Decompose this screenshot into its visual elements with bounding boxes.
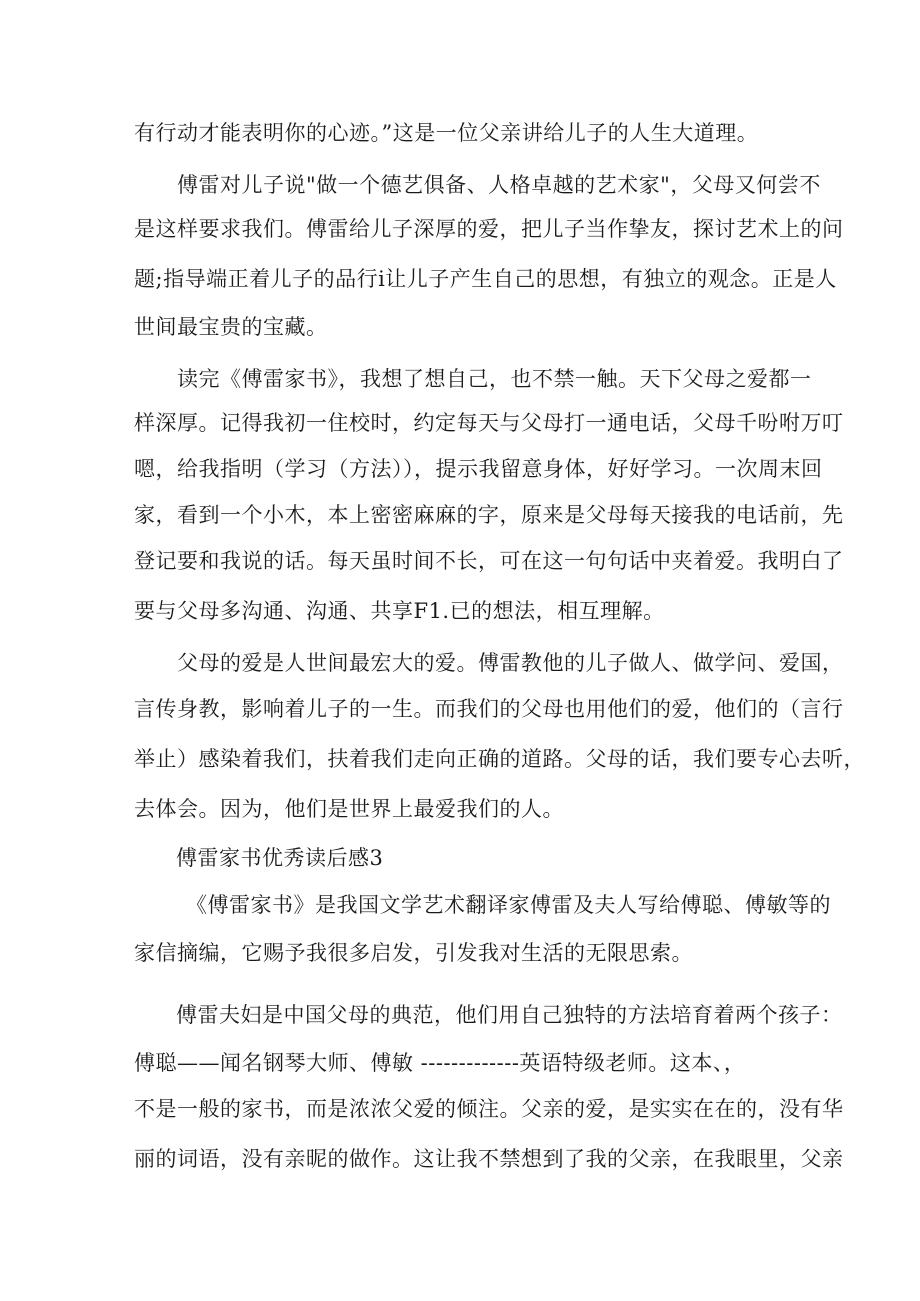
text-line-15: 去体会。因为，他们是世界上最爱我们的人。 (134, 797, 564, 821)
text-line-4: 题;指导端正着儿子的品行i让儿子产生自己的思想，有独立的观念。正是人 (134, 267, 837, 291)
text-line-1: 有行动才能表明你的心迹。”这是一位父亲讲给儿子的人生大道理。 (134, 121, 759, 145)
text-line-3: 是这样要求我们。傅雷给儿子深厚的爱，把儿子当作挚友，探讨艺术上的问 (134, 217, 844, 241)
text-line-2: 傅雷对儿子说"做一个德艺俱备、人格卓越的艺术家"，父母又何尝不 (177, 173, 821, 197)
text-line-8: 嗯，给我指明（学习（方法）），提示我留意身体，好好学习。一次周末回 (134, 457, 823, 481)
text-line-5: 世间最宝贵的宝藏。 (134, 315, 328, 339)
text-line-12: 父母的爱是人世间最宏大的爱。傅雷教他的儿子做人、做学问、爱国， (177, 651, 844, 675)
text-line-10: 登记要和我说的话。每天虽时间不长，可在这一句句话中夹着爱。我明白了 (134, 549, 844, 573)
text-line-14: 举止）感染着我们，扶着我们走向正确的道路。父母的话，我们要专心去听， (134, 747, 865, 771)
section-heading: 傅雷家书优秀读后感3 (176, 846, 384, 870)
text-line-6: 读完《傅雷家书》，我想了想自己，也不禁一触。天下父母之爱都一 (177, 367, 812, 391)
text-line-19: 傅雷夫妇是中国父母的典范，他们用自己独特的方法培育着两个孩子： (176, 1003, 843, 1027)
text-line-20: 傅聪——闻名钢琴大师、傅敏 -------------英语特级老师。这本、， (134, 1051, 746, 1075)
text-line-18: 家信摘编，它赐予我很多启发，引发我对生活的无限思索。 (134, 941, 693, 965)
text-line-13: 言传身教，影响着儿子的一生。而我们的父母也用他们的爱，他们的（言行 (134, 697, 844, 721)
text-line-21: 不是一般的家书，而是浓浓父爱的倾注。父亲的爱，是实实在在的，没有华 (134, 1097, 844, 1121)
text-line-22: 丽的词语，没有亲昵的做作。这让我不禁想到了我的父亲，在我眼里，父亲 (134, 1147, 844, 1171)
text-line-9: 家，看到一个小木，本上密密麻麻的字，原来是父母每天接我的电话前，先 (134, 503, 844, 527)
text-line-7: 样深厚。记得我初一住校时，约定每天与父母打一通电话，父母千吩咐万叮 (134, 411, 844, 435)
text-line-17: 《傅雷家书》是我国文学艺术翻译家傅雷及夫人写给傅聪、傅敏等的 (186, 893, 831, 917)
text-line-11: 要与父母多沟通、沟通、共享F1.已的想法，相互理解。 (134, 599, 665, 623)
